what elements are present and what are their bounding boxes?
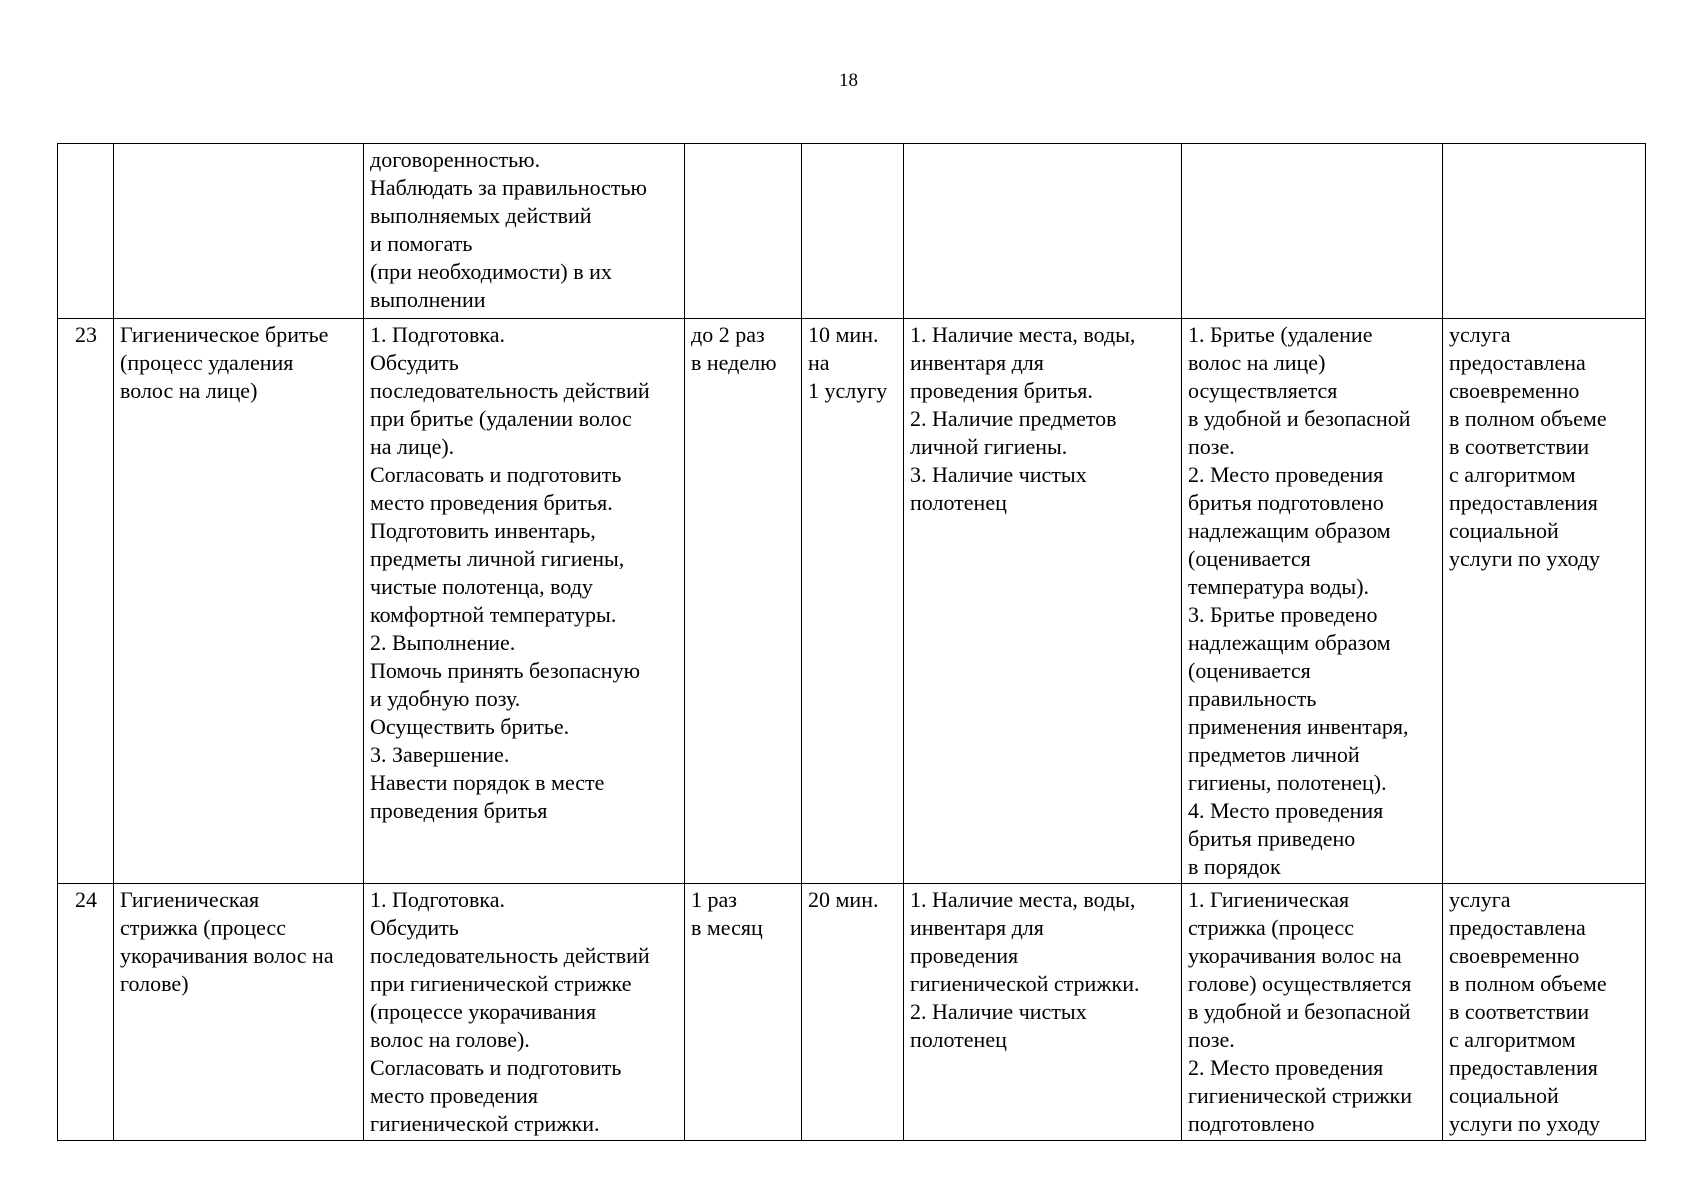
frequency-cell (685, 884, 802, 1141)
cell-text-line: 1. Наличие места, воды, (910, 887, 1136, 912)
cell-text-line: (процессе укорачивания (370, 999, 597, 1024)
cell-text-line: (оценивается (1188, 546, 1311, 571)
cell-text-line: последовательность действий (370, 943, 650, 968)
cell-text-line: в удобной и безопасной (1188, 406, 1411, 431)
cell-text-line: предоставления (1449, 490, 1598, 515)
service-actions-cell (364, 319, 685, 884)
cell-text-line: услуга (1449, 322, 1511, 347)
service-name-cell (114, 144, 364, 319)
cell-text-line: социальной (1449, 1083, 1559, 1108)
cell-text-line: (при необходимости) в их (370, 259, 612, 284)
cell-text-line: с алгоритмом (1449, 1027, 1576, 1052)
cell-text-line: 10 мин. (808, 322, 879, 347)
row-number-cell (58, 319, 114, 884)
conditions-cell (904, 319, 1182, 884)
cell-text-line: 3. Завершение. (370, 742, 510, 767)
cell-text-line: в порядок (1188, 854, 1281, 879)
cell-text-line: проведения (910, 943, 1019, 968)
cell-text-line: 20 мин. (808, 887, 879, 912)
cell-text-line: услуга (1449, 887, 1511, 912)
cell-text-line: бритья приведено (1188, 826, 1356, 851)
cell-text-line: в неделю (691, 350, 777, 375)
cell-text-line: в месяц (691, 915, 763, 940)
cell-text-line: в полном объеме (1449, 406, 1607, 431)
cell-text-line: 1. Бритье (удаление (1188, 322, 1373, 347)
cell-text-line: своевременно (1449, 378, 1580, 403)
cell-text-line: Подготовить инвентарь, (370, 518, 596, 543)
cell-text-line: правильность (1188, 686, 1317, 711)
cell-text-line: гигиенической стрижки. (910, 971, 1140, 996)
cell-text-line: в соответствии (1449, 434, 1590, 459)
duration-cell (802, 884, 904, 1141)
service-name-cell (114, 884, 364, 1141)
cell-text-line: 1 услугу (808, 378, 888, 403)
cell-text-line: позе. (1188, 1027, 1235, 1052)
cell-text-line: Гигиеническое бритье (120, 322, 329, 347)
cell-text-line: Обсудить (370, 915, 459, 940)
cell-text-line: до 2 раз (691, 322, 765, 347)
cell-text-line: полотенец (910, 490, 1007, 515)
cell-text-line: 2. Выполнение. (370, 630, 516, 655)
cell-text-line: 1 раз (691, 887, 737, 912)
cell-text-line: укорачивания волос на (1188, 943, 1402, 968)
cell-text-line: 4. Место проведения (1188, 798, 1384, 823)
cell-text-line: 23 (75, 322, 97, 347)
conditions-cell (904, 884, 1182, 1141)
cell-text-line: социальной (1449, 518, 1559, 543)
cell-text-line: гигиенической стрижки. (370, 1111, 600, 1136)
cell-text-line: 1. Наличие места, воды, (910, 322, 1136, 347)
cell-text-line: предоставлена (1449, 915, 1586, 940)
cell-text-line: услуги по уходу (1449, 546, 1601, 571)
cell-text-line: инвентаря для (910, 350, 1044, 375)
table-row (58, 144, 1646, 319)
cell-text-line: Гигиеническая (120, 887, 260, 912)
cell-text-line: гигиенической стрижки (1188, 1083, 1412, 1108)
table-row (58, 319, 1646, 884)
cell-text-line: (оценивается (1188, 658, 1311, 683)
cell-text-line: 2. Место проведения (1188, 1055, 1384, 1080)
cell-text-line: 1. Гигиеническая (1188, 887, 1350, 912)
cell-text-line: выполняемых действий (370, 203, 592, 228)
cell-text-line: проведения бритья. (910, 378, 1093, 403)
cell-text-line: Навести порядок в месте (370, 770, 605, 795)
cell-text-line: волос на голове). (370, 1027, 530, 1052)
cell-text-line: инвентаря для (910, 915, 1044, 940)
evaluation-cell (1443, 884, 1646, 1141)
cell-text-line: температура воды). (1188, 574, 1370, 599)
frequency-cell (685, 144, 802, 319)
cell-text-line: укорачивания волос на (120, 943, 334, 968)
cell-text-line: надлежащим образом (1188, 518, 1391, 543)
cell-text-line: волос на лице) (1188, 350, 1326, 375)
cell-text-line: полотенец (910, 1027, 1007, 1052)
cell-text-line: голове) (120, 971, 189, 996)
quality-indicators-cell (1182, 884, 1443, 1141)
cell-text-line: 3. Бритье проведено (1188, 602, 1378, 627)
service-actions-cell (364, 144, 685, 319)
cell-text-line: место проведения бритья. (370, 490, 613, 515)
cell-text-line: предметы личной гигиены, (370, 546, 625, 571)
quality-indicators-cell (1182, 144, 1443, 319)
cell-text-line: и помогать (370, 231, 473, 256)
cell-text-line: Обсудить (370, 350, 459, 375)
cell-text-line: надлежащим образом (1188, 630, 1391, 655)
cell-text-line: осуществляется (1188, 378, 1338, 403)
duration-cell (802, 144, 904, 319)
cell-text-line: 2. Наличие предметов (910, 406, 1117, 431)
page-number: 18 (839, 70, 858, 91)
cell-text-line: Помочь принять безопасную (370, 658, 641, 683)
cell-text-line: своевременно (1449, 943, 1580, 968)
cell-text-line: Наблюдать за правильностью (370, 175, 647, 200)
cell-text-line: волос на лице) (120, 378, 258, 403)
cell-text-line: комфортной температуры. (370, 602, 617, 627)
table-row (58, 884, 1646, 1141)
evaluation-cell (1443, 319, 1646, 884)
cell-text-line: 2. Наличие чистых (910, 999, 1087, 1024)
cell-text-line: предоставлена (1449, 350, 1586, 375)
cell-text-line: предметов личной (1188, 742, 1360, 767)
cell-text-line: и удобную позу. (370, 686, 521, 711)
evaluation-cell (1443, 144, 1646, 319)
cell-text-line: услуги по уходу (1449, 1111, 1601, 1136)
cell-text-line: место проведения (370, 1083, 538, 1108)
cell-text-line: в полном объеме (1449, 971, 1607, 996)
cell-text-line: Осуществить бритье. (370, 714, 570, 739)
quality-indicators-cell (1182, 319, 1443, 884)
cell-text-line: в удобной и безопасной (1188, 999, 1411, 1024)
cell-text-line: Согласовать и подготовить (370, 462, 622, 487)
service-name-cell (114, 319, 364, 884)
cell-text-line: подготовлено (1188, 1111, 1315, 1136)
services-table (57, 143, 1646, 1141)
service-actions-cell (364, 884, 685, 1141)
cell-text-line: 2. Место проведения (1188, 462, 1384, 487)
cell-text-line: при гигиенической стрижке (370, 971, 632, 996)
cell-text-line: последовательность действий (370, 378, 650, 403)
cell-text-line: бритья подготовлено (1188, 490, 1384, 515)
cell-text-line: договоренностью. (370, 147, 541, 172)
row-number-cell (58, 884, 114, 1141)
cell-text-line: (процесс удаления (120, 350, 294, 375)
cell-text-line: 24 (75, 887, 97, 912)
frequency-cell (685, 319, 802, 884)
cell-text-line: 1. Подготовка. (370, 887, 505, 912)
cell-text-line: выполнении (370, 287, 486, 312)
cell-text-line: стрижка (процесс (1188, 915, 1354, 940)
row-number-cell (58, 144, 114, 319)
cell-text-line: голове) осуществляется (1188, 971, 1412, 996)
cell-text-line: применения инвентаря, (1188, 714, 1409, 739)
cell-text-line: с алгоритмом (1449, 462, 1576, 487)
cell-text-line: предоставления (1449, 1055, 1598, 1080)
cell-text-line: проведения бритья (370, 798, 548, 823)
cell-text-line: при бритье (удалении волос (370, 406, 632, 431)
cell-text-line: Согласовать и подготовить (370, 1055, 622, 1080)
cell-text-line: 1. Подготовка. (370, 322, 505, 347)
cell-text-line: личной гигиены. (910, 434, 1068, 459)
cell-text-line: на (808, 350, 830, 375)
cell-text-line: чистые полотенца, воду (370, 574, 593, 599)
duration-cell (802, 319, 904, 884)
cell-text-line: в соответствии (1449, 999, 1590, 1024)
cell-text-line: на лице). (370, 434, 455, 459)
cell-text-line: гигиены, полотенец). (1188, 770, 1387, 795)
cell-text-line: 3. Наличие чистых (910, 462, 1087, 487)
cell-text-line: позе. (1188, 434, 1235, 459)
conditions-cell (904, 144, 1182, 319)
cell-text-line: стрижка (процесс (120, 915, 286, 940)
